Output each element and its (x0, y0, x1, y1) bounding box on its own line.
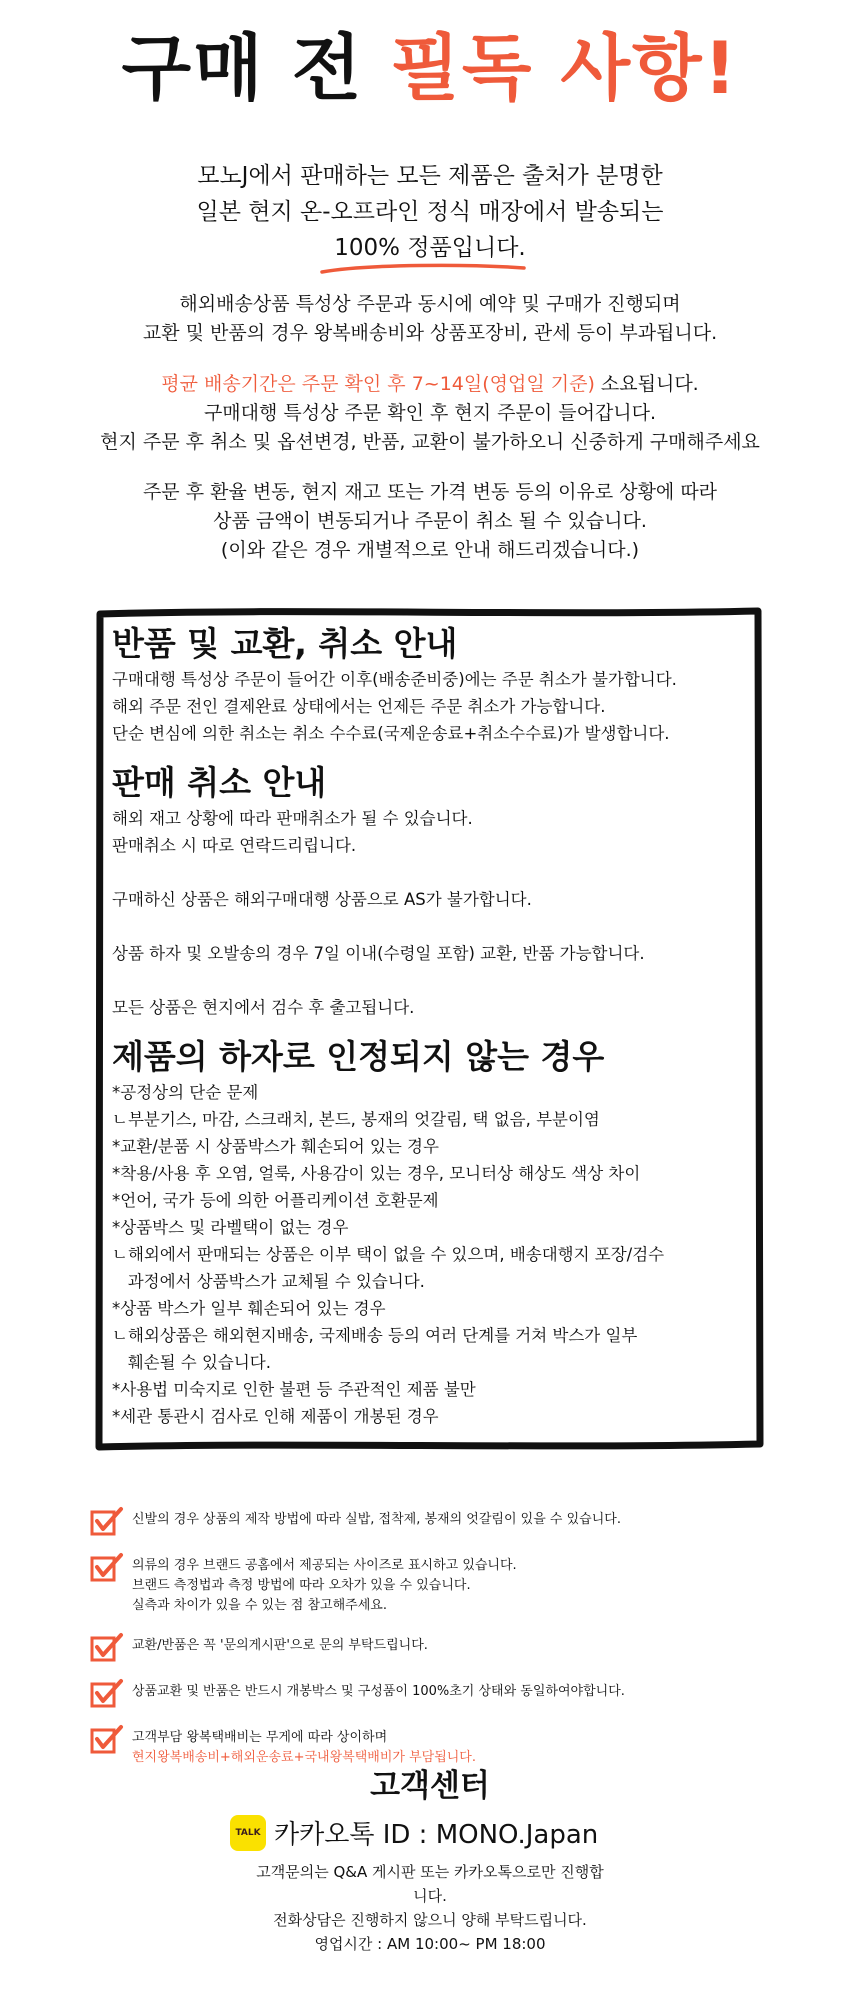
title-accent: 필독 사항! (390, 26, 739, 110)
notes-list (90, 1506, 790, 1784)
underline-brush-stroke (318, 262, 528, 276)
check-icon (90, 1678, 124, 1708)
kakaotalk-icon (230, 1815, 266, 1851)
price-line: 상품 금액이 변동되거나 주문이 취소 될 수 있습니다. (213, 510, 647, 532)
check-icon (90, 1632, 124, 1662)
note-line: 고객부담 왕복택배비는 무게에 따라 상이하며 (132, 1730, 388, 1745)
note-line: 의류의 경우 브랜드 공홈에서 제공되는 사이즈로 표시하고 있습니다. (132, 1558, 517, 1573)
delivery-notice (0, 370, 860, 457)
customer-center-title: 고객센터 (370, 1768, 490, 1804)
note-item (90, 1632, 790, 1662)
note-item (90, 1552, 790, 1616)
shipping-line: 교환 및 반품의 경우 왕복배송비와 상품포장비, 관세 등이 부과됩니다. (142, 322, 718, 344)
kakao-badge-label: TALK (235, 1827, 261, 1838)
note-line: 신발의 경우 상품의 제작 방법에 따라 실밥, 접착제, 봉재의 엇갈림이 있을 수 있습니다. (132, 1512, 621, 1527)
section-body-cancel: 해외 재고 상황에 따라 판매취소가 될 수 있습니다. 판매취소 시 따로 연락드리립니다. 구매하신 상품은 해외구매대행 상품으로 AS가 불가합니다. 상품 하자 및 오발송의 경우 7일 이내(수령일 포함) 교환, 반품 가능합니다. 모든 상품은 현지에서 검수 후 출고됩니다. (112, 809, 645, 1017)
note-line: 브랜드 측정법과 측정 방법에 따라 오차가 있을 수 있습니다. (132, 1578, 471, 1593)
intro-line: 100% 정품입니다. (334, 235, 526, 261)
title-main: 구매 전 (121, 26, 391, 110)
business-hours: 영업시간 : AM 10:00~ PM 18:00 (314, 1935, 546, 1953)
customer-center-info (250, 1860, 610, 1956)
check-icon (90, 1724, 124, 1754)
delivery-line-rest: 소요됩니다. (594, 373, 699, 395)
intro-line: 일본 현지 온-오프라인 정식 매장에서 발송되는 (196, 199, 664, 225)
shipping-notice (0, 290, 860, 348)
kakao-id: 카카오톡 ID : MONO.Japan (274, 1820, 599, 1850)
cs-info-line: 고객문의는 Q&A 게시판 또는 카카오톡으로만 진행합니다. (256, 1863, 604, 1905)
kakao-contact[interactable] (230, 1814, 598, 1851)
note-line: 실측과 차이가 있을 수 있는 점 참고해주세요. (132, 1598, 387, 1613)
check-icon (90, 1552, 124, 1582)
price-change-notice (0, 478, 860, 565)
shipping-line: 해외배송상품 특성상 주문과 동시에 예약 및 구매가 진행되며 (179, 293, 681, 315)
price-line: 주문 후 환율 변동, 현지 재고 또는 가격 변동 등의 이유로 상황에 따라 (142, 481, 718, 503)
section-heading-defects: 제품의 하자로 인정되지 않는 경우 (112, 1037, 605, 1076)
note-line: 교환/반품은 꼭 '문의게시판'으로 문의 부탁드립니다. (132, 1638, 428, 1653)
section-heading-cancel: 판매 취소 안내 (112, 763, 327, 802)
section-body-returns: 구매대행 특성상 주문이 들어간 이후(배송준비중)에는 주문 취소가 불가합니다. 해외 주문 전인 결제완료 상태에서는 언제든 주문 취소가 가능합니다. 단순 변심에 의한 취소는 취소 수수료(국제운송료+취소수수료)가 발생합니다. (112, 670, 677, 743)
policy-box (112, 622, 752, 1430)
note-line: 상품교환 및 반품은 반드시 개봉박스 및 구성품이 100%초기 상태와 동일하여야합니다. (132, 1684, 625, 1699)
note-line-red: 현지왕복배송비+해외운송료+국내왕복택배비가 부담됩니다. (132, 1750, 477, 1765)
delivery-line: 구매대행 특성상 주문 확인 후 현지 주문이 들어갑니다. (203, 402, 657, 424)
intro-line: 모노J에서 판매하는 모든 제품은 출처가 분명한 (197, 163, 663, 189)
page-title (0, 26, 860, 110)
delivery-line: 현지 주문 후 취소 및 옵션변경, 반품, 교환이 불가하오니 신중하게 구매해주세요 (100, 431, 760, 453)
delivery-highlight: 평균 배송기간은 주문 확인 후 7~14일(영업일 기준) (161, 373, 595, 395)
intro-text (0, 158, 860, 266)
check-icon (90, 1506, 124, 1536)
note-item (90, 1506, 790, 1536)
cs-info-line: 전화상담은 진행하지 않으니 양해 부탁드립니다. (273, 1911, 587, 1929)
note-item (90, 1678, 790, 1708)
delivery-line-1 (0, 370, 860, 399)
price-line: (이와 같은 경우 개별적으로 안내 해드리겠습니다.) (220, 539, 640, 561)
section-heading-returns: 반품 및 교환, 취소 안내 (112, 624, 458, 663)
section-body-defects: *공정상의 단순 문제 ㄴ부분기스, 마감, 스크래치, 본드, 봉재의 엇갈림, 택 없음, 부분이염 *교환/분품 시 상품박스가 훼손되어 있는 경우 *착용/사용 후 오염, 얼룩, 사용감이 있는 경우, 모니터상 해상도 색상 차이 *언어, 국가 등에 의한 어플리케이션 호환문제 *상품박스 및 라벨택이 없는 경우 ㄴ해외에서 판매되는 상품은 이부 택이 없을 수 있으며, 배송대행지 포장/검수 과정에서 상품박스가 교체될 수 있습니다. *상품 박스가 일부 훼손되어 있는 경우 ㄴ해외상품은 해외현지배송, 국제배송 등의 여러 단계를 거쳐 박스가 일부 훼손될 수 있습니다. *사용법 미숙지로 인한 불편 등 주관적인 제품 불만 *세관 통관시 검사로 인해 제품이 개봉된 경우 (112, 1083, 665, 1426)
